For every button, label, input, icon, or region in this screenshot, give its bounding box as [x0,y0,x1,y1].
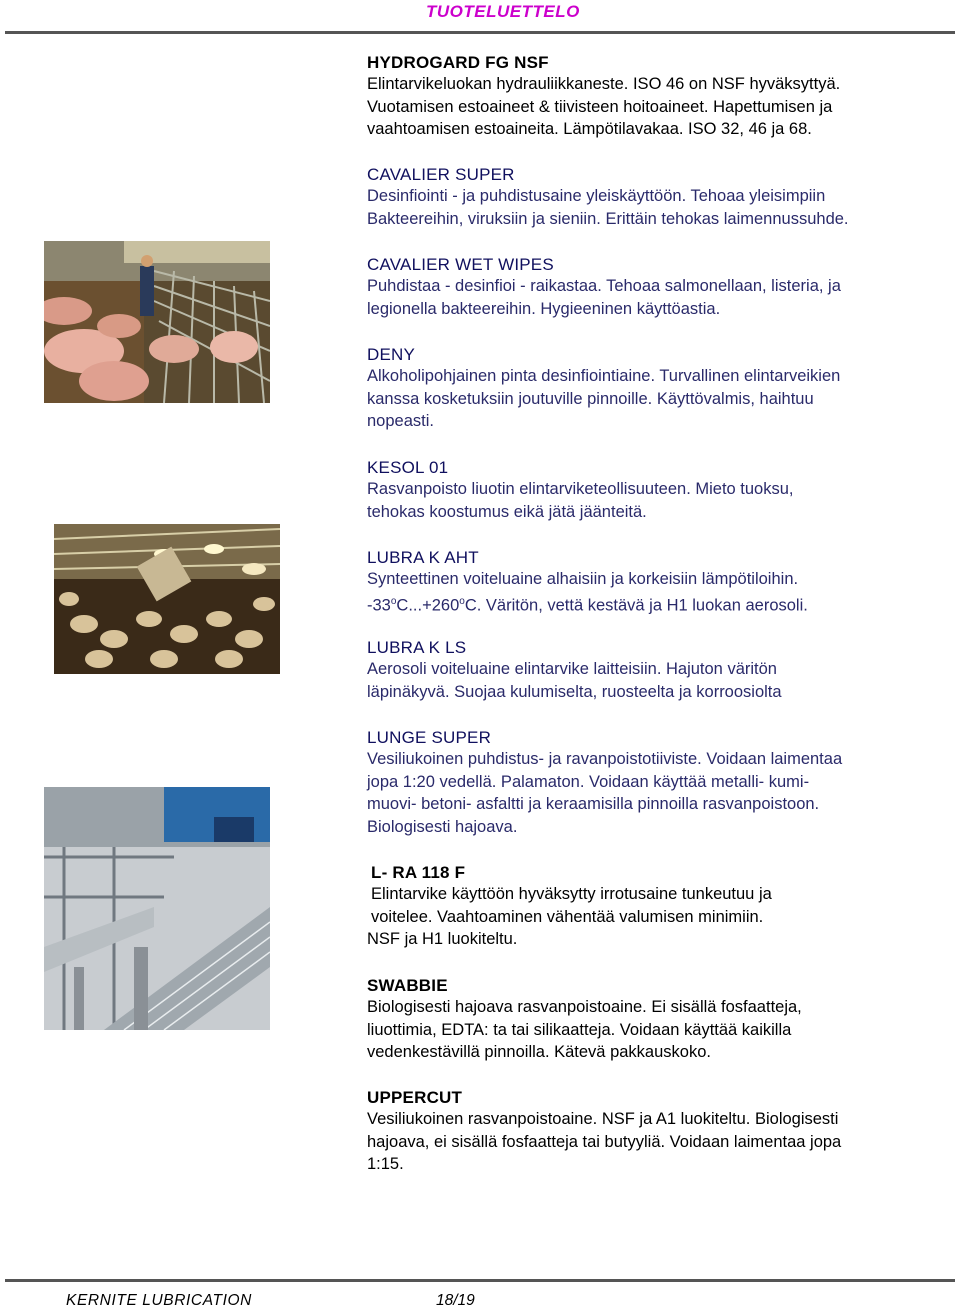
product-name: UPPERCUT [367,1088,463,1107]
temperature-range-line [367,591,947,617]
product-description-line: Alkoholipohjainen pinta desinfiointiaine. Turvallinen elintarveikien [367,367,841,385]
product-lubra-k-aht [367,547,947,617]
product-description-line: liuottimia, EDTA: ta tai silikaatteja. Voidaan käyttää kaikilla [367,1020,792,1039]
product-description-line: Elintarvikeluokan hydrauliikkaneste. ISO 46 on NSF hyväksyttyä. [367,75,841,93]
product-description-line: legionella bakteereihin. Hygieeninen käyttöastia. [367,299,721,318]
product-l-ra-118-f [367,862,947,951]
product-description-line: muovi- betoni- asfaltti ja keraamisilla pinnoilla rasvanpoistoon. [367,795,820,813]
product-description-line: Bakteereihin, viruksiin ja sieniin. Erittäin tehokas laimennussuhde. [367,209,849,228]
product-description-line: hajoava, ei sisällä fosfaatteja tai butyyliä. Voidaan laimentaa jopa [367,1132,842,1151]
product-name: SWABBIE [367,976,448,995]
product-description-line: vaahtoamisen estoaineita. Lämpötilavakaa. ISO 32, 46 ja 68. [367,120,812,138]
product-kesol [367,457,947,523]
pig-farm-photo [44,241,270,403]
product-name: HYDROGARD FG NSF [367,53,549,72]
product-description-line: Biologisesti hajoava. [367,817,518,836]
product-description-line: Rasvanpoisto liuotin elintarviketeollisuuteen. Mieto tuoksu, [367,480,794,498]
poultry-house-photo [54,524,280,674]
product-description-line: jopa 1:20 vedellä. Palamaton. Voidaan käyttää metalli- kumi- [367,772,810,791]
product-description-line: vedenkestävillä pinnoilla. Kätevä pakkauskoko. [367,1043,711,1061]
product-name: DENY [367,345,416,364]
temp-low: -33 [367,596,391,614]
product-description-line: Vuotamisen estoaineet & tiivisteen hoitoaineet. Hapettumisen ja [367,97,833,116]
product-name: LUNGE SUPER [367,728,492,747]
product-description-line: voitelee. Vaahtoaminen vähentää valumisen minimiin. [371,907,764,926]
product-description-line: Elintarvike käyttöön hyväksytty irrotusaine tunkeutuu ja [371,885,772,903]
product-description-line: Vesiliukoinen rasvanpoistoaine. NSF ja A1 luokiteltu. Biologisesti [367,1110,839,1128]
product-deny [367,344,947,433]
product-description-line: Vesiliukoinen puhdistus- ja ravanpoistotiiviste. Voidaan laimentaa [367,750,843,768]
product-description-line: Biologisesti hajoava rasvanpoistoaine. Ei sisällä fosfaatteja, [367,998,802,1016]
product-description-line: NSF ja H1 luokiteltu. [367,930,518,948]
temp-rest: C. Väritön, vettä kestävä ja H1 luokan aerosoli. [464,596,808,614]
footer-company: KERNITE LUBRICATION [66,1292,252,1309]
product-cavalier-super [367,164,947,230]
product-name: KESOL 01 [367,458,449,477]
product-description-line: nopeasti. [367,412,434,430]
product-description-line: läpinäkyvä. Suojaa kulumiselta, ruosteelta ja korroosiolta [367,682,782,701]
product-name: LUBRA K AHT [367,548,479,567]
product-description-line: Synteettinen voiteluaine alhaisiin ja korkeisiin lämpötiloihin. [367,570,799,588]
footer-divider [5,1279,955,1282]
product-name: CAVALIER WET WIPES [367,255,554,274]
conveyor-line-photo [44,787,270,1030]
product-name: L- RA 118 F [371,863,466,882]
product-description-line: Aerosoli voiteluaine elintarvike laitteisiin. Hajuton väritön [367,660,777,678]
product-description-line: tehokas koostumus eikä jätä jäänteitä. [367,502,647,521]
product-uppercut [367,1087,947,1176]
degree-mark: o [459,595,465,607]
product-hydrogard [367,52,947,141]
product-lubra-k-ls [367,637,947,703]
temp-mid: C...+260 [396,596,460,614]
product-swabbie [367,975,947,1064]
product-name: LUBRA K LS [367,638,467,657]
header-divider [5,31,955,34]
product-description-line: kanssa kosketuksiin joutuville pinnoille. Käyttövalmis, haihtuu [367,389,814,408]
degree-mark: o [390,595,397,607]
footer-page-number: 18/19 [436,1292,475,1309]
product-description-line: 1:15. [367,1155,404,1173]
product-name: CAVALIER SUPER [367,165,515,184]
page-header-title: TUOTELUETTELO [426,2,580,21]
product-description-line: Puhdistaa - desinfioi - raikastaa. Tehoaa salmonellaan, listeria, ja [367,277,841,295]
product-description-line: Desinfiointi - ja puhdistusaine yleiskäyttöön. Tehoaa yleisimpiin [367,187,826,205]
product-cavalier-wet-wipes [367,254,947,320]
product-lunge-super [367,727,947,838]
